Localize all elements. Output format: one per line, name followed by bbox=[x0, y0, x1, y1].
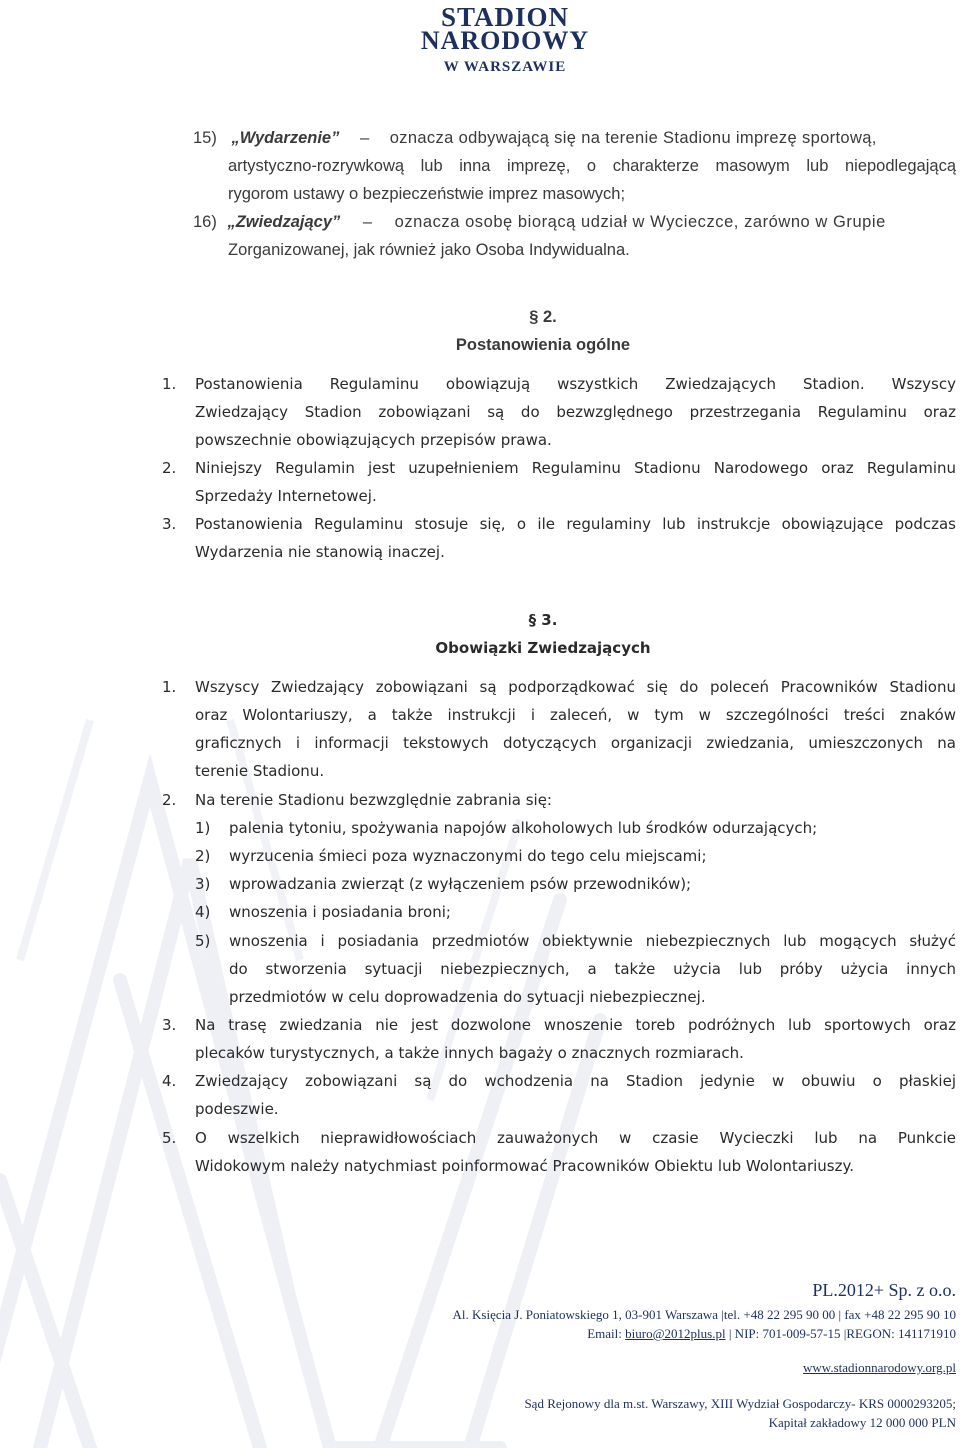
footer-ids: | NIP: 701-009-57-15 |REGON: 141171910 bbox=[728, 1326, 956, 1341]
s3-item-4-line-2: podeszwie. bbox=[195, 1100, 279, 1118]
section-2-title: Postanowienia ogólne bbox=[455, 336, 631, 354]
s2-item-1-line-2: Zwiedzający Stadion zobowiązani są do bezwzględnego przestrzegania Regulaminu oraz bbox=[195, 403, 956, 421]
s3-sub-3-text: wprowadzania zwierząt (z wyłączeniem psów przewodników); bbox=[229, 875, 692, 893]
definition-term: „Wydarzenie” bbox=[231, 129, 340, 147]
s2-item-1-line-3: powszechnie obowiązujących przepisów prawa. bbox=[195, 431, 552, 449]
s3-item-3-line-2: plecaków turystycznych, a także innych bagaży o znacznych rozmiarach. bbox=[195, 1044, 744, 1062]
footer-contact-line bbox=[420, 1325, 956, 1343]
s3-item-2-number: 2. bbox=[162, 791, 177, 809]
s3-item-5-line-2: Widokowym należy natychmiast poinformować Pracowników Obiektu lub Wolontariuszy. bbox=[195, 1157, 854, 1175]
s3-item-1-line-1: Wszyscy Zwiedzający zobowiązani są podporządkować się do poleceń Pracowników Stadionu bbox=[195, 678, 956, 696]
s3-sub-5-line-1: wnoszenia i posiadania przedmiotów obiektywnie niebezpiecznych lub mogących służyć bbox=[229, 932, 956, 950]
s2-item-1-line-1: Postanowienia Regulaminu obowiązują wszystkich Zwiedzających Stadion. Wszyscy bbox=[195, 375, 956, 393]
s3-item-4-number: 4. bbox=[162, 1072, 177, 1090]
s2-item-3-line-2: Wydarzenia nie stanowią inaczej. bbox=[195, 543, 445, 561]
s3-sub-1-text: palenia tytoniu, spożywania napojów alkoholowych lub środków odurzających; bbox=[229, 819, 818, 837]
s2-item-2-line-2: Sprzedaży Internetowej. bbox=[195, 487, 377, 505]
section-3-number: § 3. bbox=[528, 611, 558, 629]
definition-15-line-2: artystyczno-rozrywkową lub inna imprezę, o charakterze masowym lub niepodlegającą bbox=[228, 157, 956, 175]
s3-item-5-line-1: O wszelkich nieprawidłowościach zauważonych w czasie Wycieczki lub na Punkcie bbox=[195, 1129, 956, 1147]
s3-sub-5-number: 5) bbox=[195, 932, 211, 950]
s3-sub-1-number: 1) bbox=[195, 819, 211, 837]
s3-item-4-line-1: Zwiedzający zobowiązani są do wchodzenia na Stadion jedynie w obuwiu o płaskiej bbox=[195, 1072, 956, 1090]
logo-line-1: STADION bbox=[440, 2, 570, 32]
s3-item-3-line-1: Na trasę zwiedzania nie jest dozwolone wnoszenie toreb podróżnych lub sportowych oraz bbox=[195, 1016, 956, 1034]
footer-website-wrap bbox=[700, 1359, 956, 1377]
logo-line-3: W WARSZAWIE bbox=[443, 59, 567, 75]
section-3-title: Obowiązki Zwiedzających bbox=[435, 639, 651, 657]
s3-item-3-number: 3. bbox=[162, 1016, 177, 1034]
s3-item-1-line-3: graficznych i informacji tekstowych dotyczących organizacji zwiedzania, umieszczonych na bbox=[195, 734, 956, 752]
definition-15-line-3: rygorom ustawy o bezpieczeństwie imprez masowych; bbox=[228, 185, 626, 203]
s2-item-2-number: 2. bbox=[162, 459, 177, 477]
s2-item-3-number: 3. bbox=[162, 515, 177, 533]
s3-item-1-line-4: terenie Stadionu. bbox=[195, 762, 325, 780]
definition-16-line-1: 16) „Zwiedzający” – oznacza osobę biorącą udział w Wycieczce, zarówno w Grupie bbox=[193, 213, 886, 231]
s3-sub-2-number: 2) bbox=[195, 847, 211, 865]
s3-item-2-intro: Na terenie Stadionu bezwzględnie zabrania się: bbox=[195, 791, 552, 809]
definition-15-line-1: 15) „Wydarzenie” – oznacza odbywającą się na terenie Stadionu imprezę sportową, bbox=[193, 129, 877, 147]
footer-email-link[interactable]: biuro@2012plus.pl bbox=[625, 1326, 726, 1341]
s3-item-5-number: 5. bbox=[162, 1129, 177, 1147]
definition-term: „Zwiedzający” bbox=[227, 213, 341, 231]
s3-item-1-number: 1. bbox=[162, 678, 177, 696]
s3-item-1-line-2: oraz Wolontariuszy, a także instrukcji i zaleceń, w tym w szczególności treści znaków bbox=[195, 706, 956, 724]
footer-address: Al. Księcia J. Poniatowskiego 1, 03-901 Warszawa |tel. +48 22 295 90 00 | fax +48 22 295 90 10 bbox=[452, 1307, 956, 1322]
s2-item-2-line-1: Niniejszy Regulamin jest uzupełnieniem Regulaminu Stadionu Narodowego oraz Regulaminu bbox=[195, 459, 956, 477]
s3-sub-4-number: 4) bbox=[195, 903, 211, 921]
footer-email-label: Email: bbox=[587, 1326, 622, 1341]
s3-sub-5-line-2: do stworzenia sytuacji niebezpiecznych, a także użycia lub próby użycia innych bbox=[229, 960, 956, 978]
logo-line-2: NARODOWY bbox=[420, 26, 590, 55]
footer-company-name: PL.2012+ Sp. z o.o. bbox=[812, 1280, 956, 1300]
section-2-number: § 2. bbox=[529, 308, 557, 326]
s3-sub-5-line-3: przedmiotów w celu doprowadzenia do sytuacji niebezpiecznej. bbox=[229, 988, 706, 1006]
s3-sub-4-text: wnoszenia i posiadania broni; bbox=[229, 903, 451, 921]
s2-item-1-number: 1. bbox=[162, 375, 177, 393]
footer-website-link[interactable]: www.stadionnarodowy.org.pl bbox=[803, 1360, 956, 1375]
s3-sub-3-number: 3) bbox=[195, 875, 211, 893]
footer-share-capital: Kapitał zakładowy 12 000 000 PLN bbox=[768, 1415, 956, 1430]
s3-sub-2-text: wyrzucenia śmieci poza wyznaczonymi do tego celu miejscami; bbox=[229, 847, 707, 865]
definition-16-line-2: Zorganizowanej, jak również jako Osoba Indywidualna. bbox=[228, 241, 630, 259]
footer-court-registration: Sąd Rejonowy dla m.st. Warszawy, XIII Wydział Gospodarczy- KRS 0000293205; bbox=[524, 1396, 956, 1411]
s2-item-3-line-1: Postanowienia Regulaminu stosuje się, o ile regulaminy lub instrukcje obowiązujące podczas bbox=[195, 515, 956, 533]
